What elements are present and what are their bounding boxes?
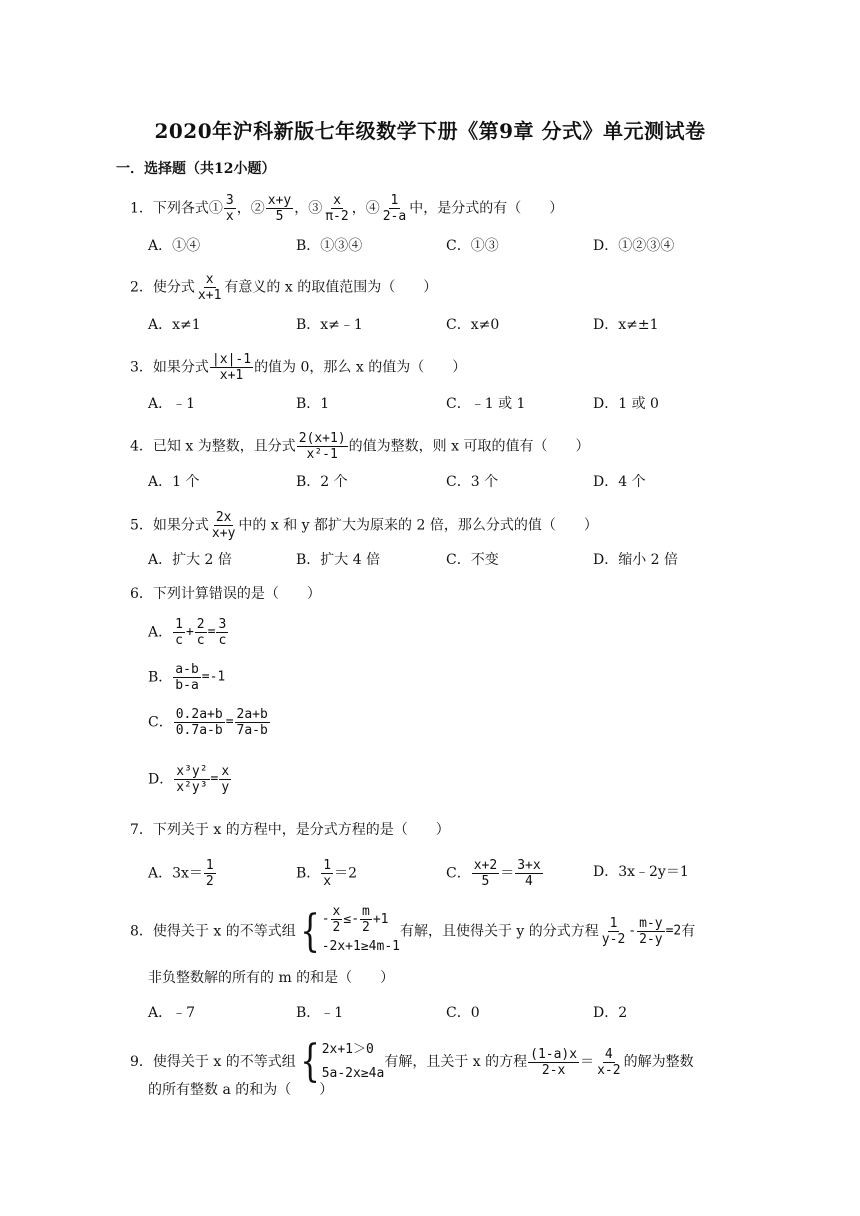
fraction: $\frac{2}{c}$ (196, 617, 205, 648)
brace-icon: { (299, 1036, 320, 1087)
option-d: D．3x﹣2y＝1 (593, 864, 689, 880)
fraction: $\frac{x}{2}$ (332, 904, 341, 935)
inequality-system: { - $\frac{x}{2}$ ≤- $\frac{m}{2}$ +1 -2x+1≥4m-1 (299, 904, 400, 957)
option-b: B．扩大 4 倍 (296, 552, 381, 568)
fraction: $\frac{a-b}{b-a}$ (175, 662, 199, 693)
section-heading: 一．选择题（共12小题） (116, 161, 276, 177)
fraction: $\frac{1}{y-2}$ (601, 916, 626, 947)
option-c: C．不变 (446, 552, 499, 568)
option-b: B．①③④ (296, 238, 363, 254)
fraction: $\frac{3}{c}$ (218, 617, 227, 648)
fraction: $\frac{0.2a+b}{0.7a-b}$ (175, 707, 223, 738)
fraction: $\frac{|x|-1}{x+1}$ (211, 352, 252, 383)
option-d: D．1 或 0 (593, 396, 659, 412)
option-a: A．x≠1 (148, 317, 201, 333)
option-d: D．①②③④ (593, 238, 675, 254)
fraction: $\frac{2a+b}{7a-b}$ (236, 707, 268, 738)
option-c: C．3 个 (446, 474, 499, 490)
question-5: 5．如果分式 $\frac{2x}{x+y}$ 中的 x 和 y 都扩大为原来的 2 倍，那么分式的值（ ） (130, 510, 598, 541)
fraction: $\frac{1}{x}$ (323, 858, 332, 889)
question-8-line2: 非负整数解的所有的 m 的和是（ ） (148, 970, 395, 986)
option-a: A．﹣7 (148, 1005, 196, 1021)
option-d: D．缩小 2 倍 (593, 552, 679, 568)
option-a: A． $\frac{1}{c}$ + $\frac{2}{c}$ = $\frac{3}{c}$ (148, 617, 227, 648)
fraction: $\frac{x}{x+1}$ (197, 272, 222, 303)
option-b: B．1 (296, 396, 330, 412)
fraction: $\frac{4}{x-2}$ (597, 1046, 621, 1078)
question-9: 9．使得关于 x 的不等式组 { 2x+1＞0 5a-2x≥4a 有解，且关于 x 的方程 $\frac{(1-a)x}{2-x}$ ＝ $\frac{4}{x-2}$ 的解为整数 (130, 1036, 694, 1087)
option-c: C． $\frac{x+2}{5}$ ＝ $\frac{3+x}{4}$ (446, 858, 541, 889)
fraction: $\frac{1}{c}$ (175, 617, 183, 648)
fraction: $\frac{\text{x³y²}}{\text{x²y³}}$ (176, 764, 208, 795)
fraction: $\frac{2x}{x+y}$ (211, 510, 236, 541)
question-2: 2．使分式 $\frac{x}{x+1}$ 有意义的 x 的取值范围为（ ） (130, 272, 438, 303)
question-6: 6．下列计算错误的是（ ） (130, 586, 321, 602)
fraction: $\frac{2(x+1)}{\text{x²-1}}$ (298, 431, 346, 462)
fraction: $\frac{x+y}{5}$ (267, 193, 292, 224)
option-a: A．①④ (148, 238, 201, 254)
inequality-system: { 2x+1＞0 5a-2x≥4a (299, 1036, 385, 1087)
fraction: $\frac{m}{2}$ (362, 904, 370, 935)
fraction: $\frac{m-y}{2-y}$ (639, 916, 663, 947)
option-b: B． $\frac{a-b}{b-a}$ =-1 (148, 662, 226, 693)
fraction: $\frac{1}{2-a}$ (382, 193, 407, 224)
option-b: B．x≠﹣1 (296, 317, 363, 333)
question-4: 4．已知 x 为整数，且分式 $\frac{2(x+1)}{\text{x²-1}}$ 的值为整数，则 x 可取的值有（ ） (130, 431, 590, 462)
option-a: A．3x＝ $\frac{1}{2}$ (148, 858, 214, 889)
fraction: $\frac{x}{\pi-2}$ (325, 193, 349, 224)
question-8: 8．使得关于 x 的不等式组 { - $\frac{x}{2}$ ≤- $\frac{m}{2}$ +1 -2x+1≥4m-1 有解，且使得关于 y 的分式方程 $\frac{1}{y-2}$ - $\frac{m-y}{2-y}$ =2有 (130, 904, 695, 959)
question-1: 1．下列各式① $\frac{3}{x}$ ，② $\frac{x+y}{5}$ ，③ $\frac{x}{\pi-2}$ ，④ $\frac{1}{2-a}$ 中，是分式的有（ ） (130, 193, 564, 224)
option-c: C．﹣1 或 1 (446, 396, 526, 412)
option-d: D．4 个 (593, 474, 646, 490)
option-b: B．﹣1 (296, 1005, 344, 1021)
option-a: A．扩大 2 倍 (148, 552, 232, 568)
fraction: $\frac{3}{x}$ (225, 193, 234, 224)
option-b: B． $\frac{1}{x}$ ＝2 (296, 858, 358, 889)
option-d: D．2 (593, 1005, 628, 1021)
brace-icon: { (299, 905, 320, 957)
option-a: A．1 个 (148, 474, 200, 490)
option-c: C． $\frac{0.2a+b}{0.7a-b}$ = $\frac{2a+b}{7a-b}$ (148, 707, 268, 738)
q1-prefix: 1．下列各式 (130, 200, 209, 217)
q1-suffix: 中，是分式的有（ ） (409, 200, 564, 217)
page-title: 2020年沪科新版七年级数学下册《第9章 分式》单元测试卷 (154, 119, 706, 143)
question-9-line2: 的所有整数 a 的和为（ ） (148, 1082, 334, 1098)
fraction: $\frac{1}{2}$ (205, 858, 214, 889)
fraction: $\frac{3+x}{4}$ (517, 858, 541, 889)
option-b: B．2 个 (296, 474, 348, 490)
option-c: C．0 (446, 1005, 480, 1021)
option-a: A．﹣1 (148, 396, 196, 412)
option-d: D． $\frac{\text{x³y²}}{\text{x²y³}}$ = $\frac{x}{y}$ (148, 764, 230, 795)
question-3: 3．如果分式 $\frac{|x|-1}{x+1}$ 的值为 0，那么 x 的值为（ ） (130, 352, 467, 383)
option-c: C．x≠0 (446, 317, 500, 333)
question-7: 7．下列关于 x 的方程中，是分式方程的是（ ） (130, 822, 450, 838)
option-d: D．x≠±1 (593, 317, 659, 333)
fraction: $\frac{x+2}{5}$ (473, 858, 498, 889)
option-c: C．①③ (446, 238, 499, 254)
fraction: $\frac{(1-a)x}{2-x}$ (530, 1046, 578, 1078)
fraction: $\frac{x}{y}$ (221, 764, 230, 795)
